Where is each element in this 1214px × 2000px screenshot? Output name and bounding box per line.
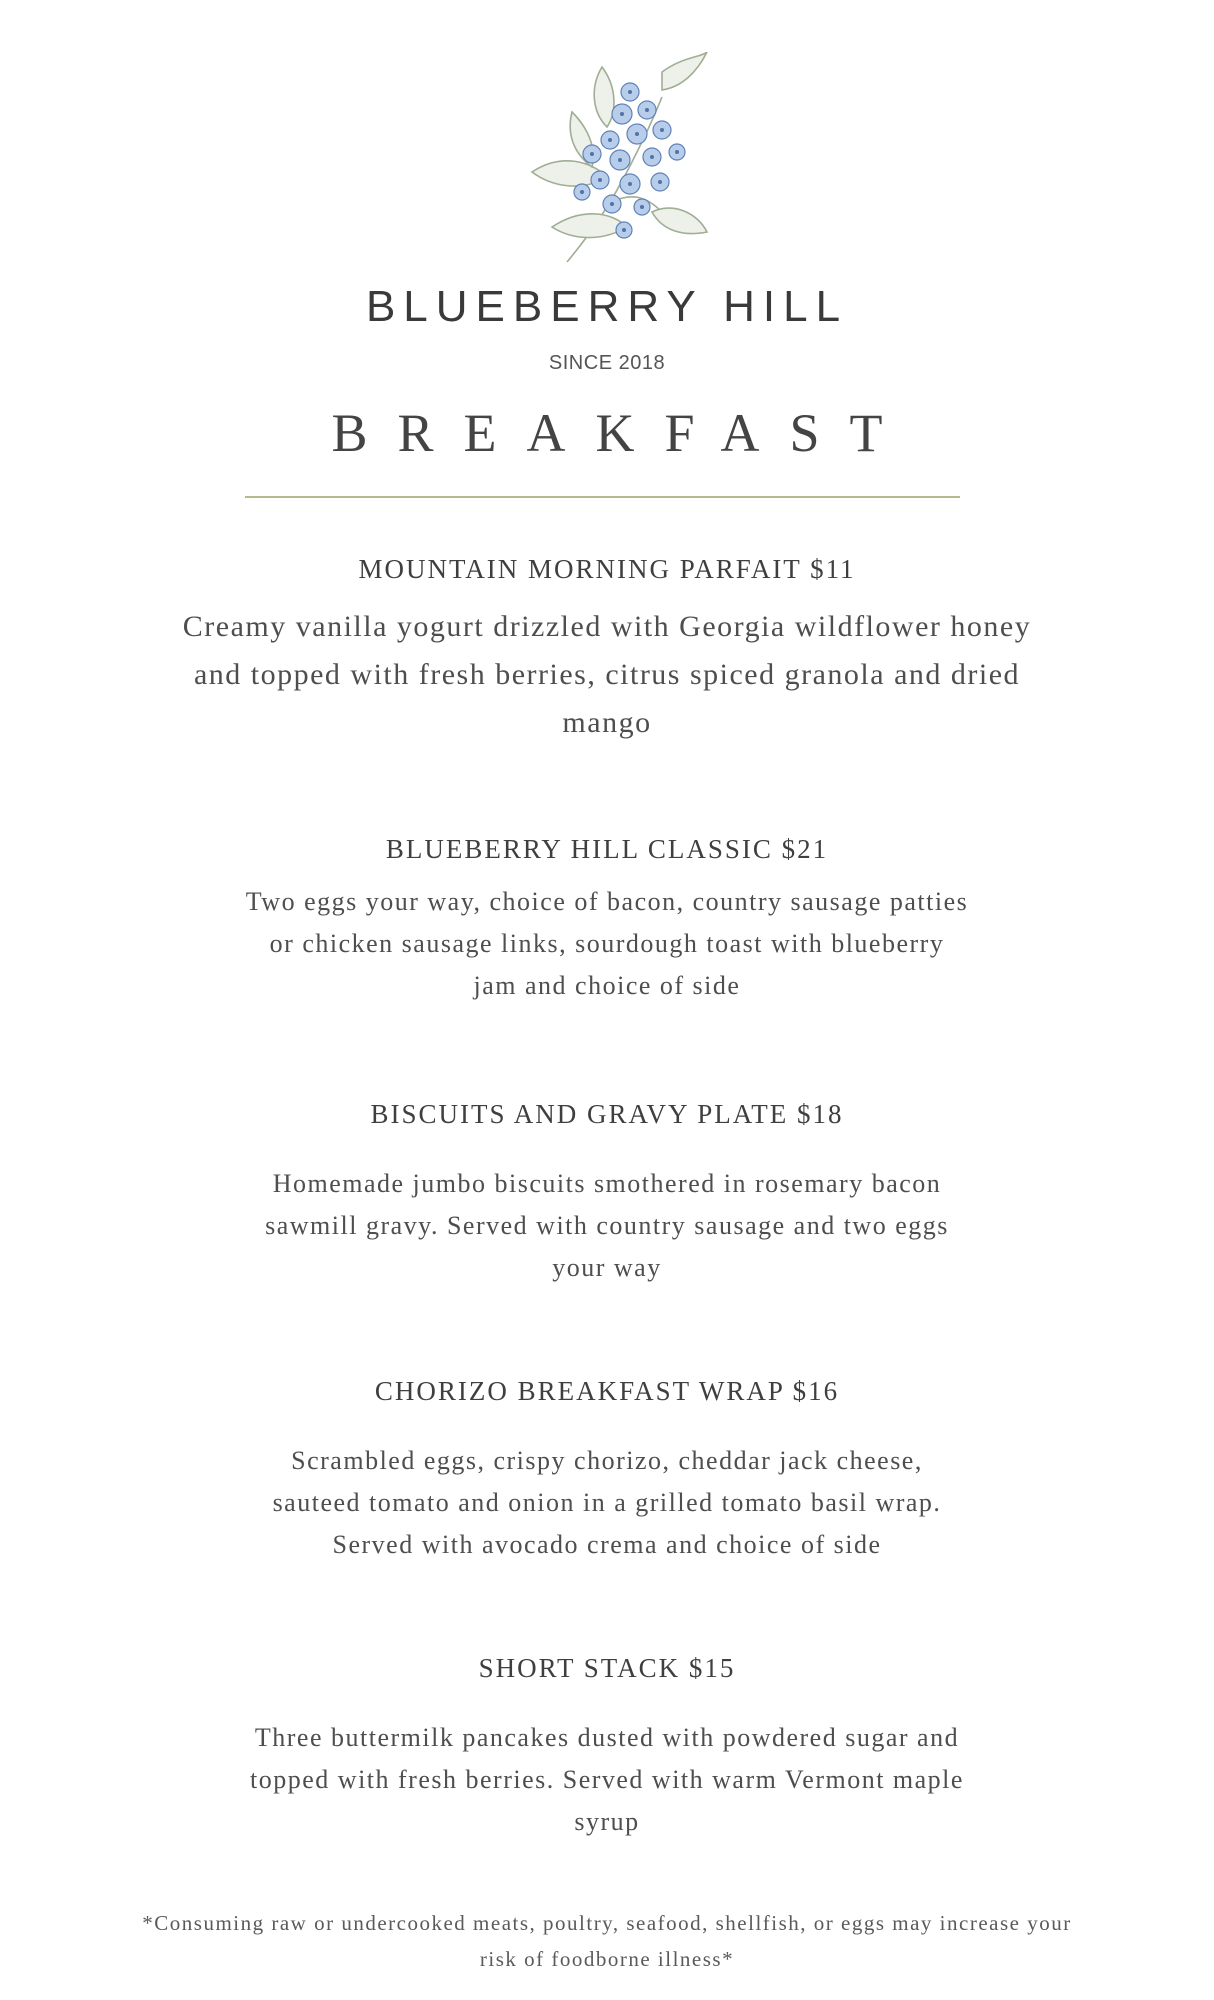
menu-item-description: Creamy vanilla yogurt drizzled with Georgia wildflower honey and topped with fresh berries, citrus spiced granola and dried mango: [182, 610, 1032, 739]
header-divider: [245, 496, 960, 498]
menu-item-name: BISCUITS AND GRAVY PLATE $18: [370, 1099, 844, 1129]
blueberry-branch-icon: [512, 52, 712, 267]
menu-item-name: SHORT STACK $15: [478, 1653, 736, 1683]
menu-item-name: MOUNTAIN MORNING PARFAIT $11: [358, 554, 856, 584]
established-year: SINCE 2018: [548, 352, 666, 374]
menu-item-description: Two eggs your way, choice of bacon, country sausage patties or chicken sausage links, sourdough toast with blueberry jam and choice of side: [245, 887, 969, 1000]
menu-item-description: Homemade jumbo biscuits smothered in rosemary bacon sawmill gravy. Served with country sausage and two eggs your way: [265, 1169, 949, 1282]
restaurant-name: BLUEBERRY HILL: [365, 282, 849, 331]
menu-section-title: BREAKFAST: [331, 403, 913, 463]
menu-item-description: Scrambled eggs, crispy chorizo, cheddar jack cheese, sauteed tomato and onion in a grilled tomato basil wrap. Served with avocado crema and choice of side: [272, 1446, 942, 1559]
menu-item-name: BLUEBERRY HILL CLASSIC $21: [385, 834, 829, 864]
menu-item-description: Three buttermilk pancakes dusted with powdered sugar and topped with fresh berries. Served with warm Vermont maple syrup: [250, 1723, 964, 1836]
menu-item-name: CHORIZO BREAKFAST WRAP $16: [374, 1376, 840, 1406]
food-safety-disclaimer: *Consuming raw or undercooked meats, poultry, seafood, shellfish, or eggs may increase your risk of foodborne illness*: [142, 1911, 1072, 1971]
